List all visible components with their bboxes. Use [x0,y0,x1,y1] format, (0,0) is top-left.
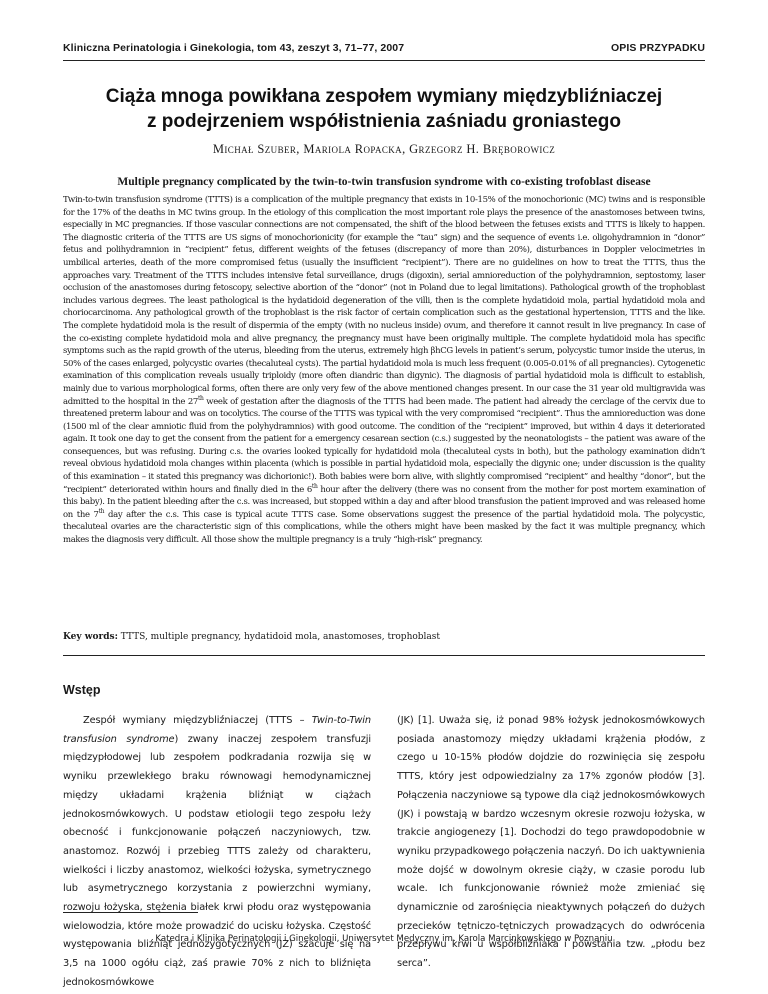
intro-right-column: (JK) [1]. Uważa się, iż ponad 98% łożysk jednokosmówkowych posiada anastomozy między układami krążenia płodów, z czego u 10-15% płodów dojdzie do rozwinięcia się zespołu TTTS, który jest odpowiedzialny za 17% zgonów płodów [3]. Połączenia naczyniowe są typowe dla ciąż jednokosmówkowych (JK) i powstają w bardzo wczesnym okresie rozwoju łożyska, w trakcie angiogenezy [1]. Dochodzi do tego prawdopodobnie w wyniku przypadkowego połączenia naczyń. Do ich uaktywnienia może dojść w dowolnym okresie ciąży, w czasie porodu lub wcale. Ich funkcjonowanie również może zmieniać się dynamicznie od zarośnięcia nieaktywnych połączeń do dużych przecieków tętniczo-tętniczych prowadzących do odwrócenia przepływu krwi u współbliźniaka i powstania tzw. „płodu bez serca”. [397,715,705,970]
authors: Michał Szuber, Mariola Ropacka, Grzegorz H. Bręborowicz [212,142,556,156]
affiliation-footnote: Katedra i Klinika Perinatologii i Ginekologii, Uniwersytet Medyczny im. Karola Marcinkowskiego w Poznaniu [155,934,613,944]
title-line-2: z podejrzeniem współistnienia zaśniadu groniastego [146,111,622,132]
title-line-1: Ciąża mnoga powikłana zespołem wymiany międzybliźniaczej [105,86,663,107]
article-category: OPIS PRZYPADKU [611,42,705,54]
article-title [63,84,705,134]
journal-citation: Kliniczna Perinatologia i Ginekologia, tom 43, zeszyt 3, 71–77, 2007 [63,42,405,54]
abstract-part-4: day after the c.s. This case is typical acute TTTS case. Some observations suggest the presence of the partial hydatidoid mola. The polycystic, thecaluteal ovaries are the characteristic sign of this complications, while the others might have been masked by the fact it was multiple pregnancy, which makes the diagnosis very difficult. All those show the multiple pregnancy is a truly “high-risk” pregnancy. [63,509,706,546]
abstract-part-1: Twin-to-twin transfusion syndrome (TTTS) is a complication of the multiple pregnancy that exists in 10-15% of the monochorionic (MC) twins and is responsible for the 17% of the deaths in MC twins group. In the etiology of this complication the most important role plays the presence of the anastomoses between twins, especially in MC pregnancies. If those vascular connections are not compensated, the shift of the blood between the fetuses exists and TTTS is likely to happen. The diagnostic criteria of the TTTS are US signs of monochorionicity (for example the “tau” sign) and the sequence of events i.e. oligohydramnion in “donor” fetus and polihydramnion in “recipient” fetus, different weights of the fetuses (discrepancy of more than 20%), disturbances in Doppler velocimetries in umbilical arteries, death of the more compromised fetus (usually the insufficient “recipient”). There are no guidelines on how to treat the TTTS, thus the approaches vary. Treatment of the TTTS includes intensive fetal surveillance, drugs (digoxin), serial amnioreduction of the polyhydramnion, septostomy, laser occlusion of the anastomoses during fetoscopy, selective abortion of the “donor” (not in Poland due to legal limitations). Pathological growth of the trophoblast includes various degrees. The least pathological is the hydatidoid degeneration of the villi, then is the complete hydatidoid mola, partial hydatidoid mola and choriocarcinoma. Any pathological growth of the trophoblast is the risk factor of certain complication such as the gestational hypertension, TTTS and the like. The complete hydatidoid mola is the result of dispermia of the empty (with no nucleus inside) ovum, and therefore it cannot result in live pregnancy. In case of the co-existing complete hydatidoid mola and alive pregnancy, the pregnancy must have been originally multiple. The complete hydatidoid mola has specific symptoms such as the rapid growth of the uterus, bleeding from the uterus, extremely high βhCG levels in patient’s serum, polycystic tumor inside the uterus, in 50% of the cases enlarged, polycystic ovaries (thecaluteal cysts). The partial hydatidoid mola is much less frequent (0.005-0.01% of all pregnancies). Cytogenetic examination of this complication reveals usually triploidy (more often diandric than digynic). The diagnosis of partial hydatidoid mola is difficult to establish, mainly due to various morphological forms, often there are only very few of the above mentioned changes present. In our case the 31 year old multigravida was admitted to the hospital in the 27 [63,195,705,407]
intro-left-a: Zespół wymiany międzybliźniaczej (TTTS – [83,715,312,726]
header-rule [63,60,705,61]
abstract-sup-1: th [197,394,204,402]
keywords [63,632,705,642]
abstract-part-3: hour after the delivery (there was no consent from the mother for post mortem examination of this baby). In the patient bleeding after the c.s. was increased, but stopped within a day and after blood transfusion the patient improved and was released home on the 7 [63,484,706,520]
keywords-text: TTTS, multiple pregnancy, hydatidoid mola, anastomoses, trophoblast [117,632,441,642]
abstract-sup-2: th [311,482,318,490]
abstract-part-2: week of gestation after the diagnosis of the TTTS had been made. The patient had already the cerclage of the cervix due to threatened preterm labour and was on tocolytics. The course of the TTTS was typical with the very compromised “recipient”. Thus the amnioreduction was done (1500 ml of the clear amniotic fluid from the polyhydramnios) with good outcome. The condition of the “recipient” improved, but within 4 days it deteriorated again. It took one day to get the consent from the patient for a emergency cesarean section (c.s.) suggested by the neonatologists – the patient was aware of the consequences, but was refusing. During c.s. the ovaries looked typically for hydatidoid mola (thecaluteal cysts in both), but the pathology examination didn’t reveal obvious hydatidoid mola changes within placenta (which is possible in partial hydatidoid mola, especially the digynic one; under discussion is the quality of this examination – it stated this pregnancy was dichorionic!). Both babies were born alive, with slightly compromised “recipient” and healthy “donor”, but the “recipient” deteriorated within hours and finally died in the 6 [63,396,705,495]
section-heading: Wstęp [63,683,101,697]
running-header [63,42,705,54]
abstract-rule [63,655,705,656]
english-title: Multiple pregnancy complicated by the twin-to-twin transfusion syndrome with co-existing trofoblast disease [117,176,651,188]
intro-left-b: ) zwany inaczej zespołem transfuzji międzypłodowej lub zespołem podkradania rozwija się w wyniku przewlekłego braku równowagi hemodynamicznej między układami krążenia bliźniąt w ciążach jednokosmówkowych. U podstaw etiologii tego zespołu leży obecność i funkcjonowanie połączeń naczyniowych, tzw. anastomoz. Rozwój i przebieg TTTS zależy od charakteru, wielkości i liczby anastomoz, wielkości łożyska, symetrycznego lub asymetrycznego korzystania z powierzchni wymiany, rozwoju łożyska, stężenia białek krwi płodu oraz występowania wielowodzia, które może prowadzić do ucisku łożyska. Częstość występowania bliźniąt jednozygotycznych (JZ) szacuje się na 3,5 na 1000 ogółu ciąż, zaś prawie 70% z nich to bliźnięta jednokosmówkowe [63,733,371,988]
intro-left-column [63,712,371,993]
keywords-label: Key words: [63,632,118,642]
intro-left-italic: Twin-to-Twin transfusion syndrome [63,715,371,745]
abstract-sup-3: th [98,508,105,516]
abstract [63,194,705,547]
footnote-rule [63,912,198,913]
